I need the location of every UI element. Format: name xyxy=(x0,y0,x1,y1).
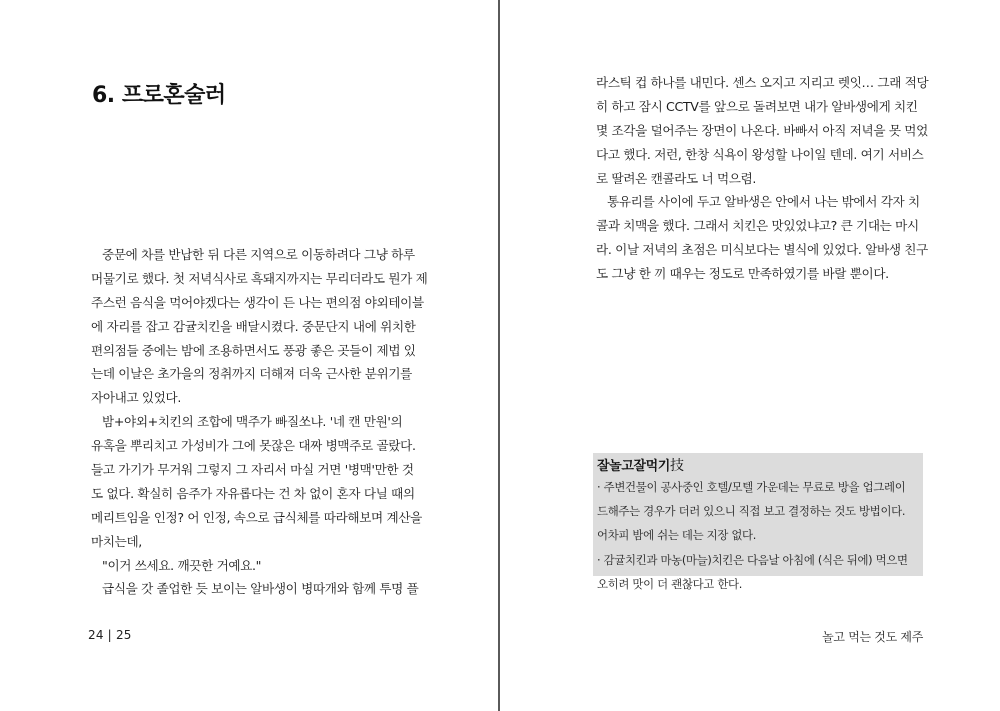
text-line: 유혹을 뿌리치고 가성비가 그에 못잖은 대짜 병맥주로 골랐다. xyxy=(91,438,416,454)
tip-title-text: 잘놀고잘먹기 xyxy=(597,459,670,474)
tip-box-body xyxy=(597,475,908,596)
text-line: 로 딸려온 캔콜라도 너 먹으렴. xyxy=(596,170,757,186)
text-line: 도 그냥 한 끼 때우는 정도로 만족하였기를 바랄 뿐이다. xyxy=(596,266,889,282)
text-line: 다고 했다. 저런, 한창 식욕이 왕성할 나이일 텐데. 여기 서비스 xyxy=(596,146,924,162)
text-line: 메리트임을 인정? 어 인정, 속으로 급식체를 따라해보며 계산을 xyxy=(91,509,422,525)
tip-line: · 주변건물이 공사중인 호텔/모텔 가운데는 무료로 방을 업그레이 xyxy=(597,480,906,494)
text-line: 히 하고 잠시 CCTV를 앞으로 돌려보면 내가 알바생에게 치킨 xyxy=(596,98,918,114)
tip-box-title xyxy=(597,455,684,475)
text-line: 몇 조각을 덜어주는 장면이 나온다. 바빠서 아직 저녁을 못 먹었 xyxy=(596,122,928,138)
text-line: 자아내고 있었다. xyxy=(91,390,182,406)
text-line: 편의점들 중에는 밤에 조용하면서도 풍광 좋은 곳들이 제법 있 xyxy=(91,342,416,358)
text-line: 머물기로 했다. 첫 저녁식사로 흑돼지까지는 무리더라도 뭔가 제 xyxy=(91,270,428,286)
text-line: 밤+야외+치킨의 조합에 맥주가 빠질쏘냐. '네 캔 만원'의 xyxy=(102,414,403,430)
text-line: 도 없다. 확실히 음주가 자유롭다는 건 차 없이 혼자 다닐 때의 xyxy=(91,485,415,501)
left-body-text xyxy=(91,243,428,601)
page-number: 24 | 25 xyxy=(88,628,132,642)
tip-title-hanja: 技 xyxy=(669,458,684,474)
chapter-title: 6. 프로혼술러 xyxy=(92,83,226,108)
left-page xyxy=(0,0,498,711)
text-line: 콜과 치맥을 했다. 그래서 치킨은 맛있었냐고? 큰 기대는 마시 xyxy=(596,218,919,234)
running-footer-title: 놀고 먹는 것도 제주 xyxy=(822,630,923,644)
text-line: 는데 이날은 초가을의 정취까지 더해져 더욱 근사한 분위기를 xyxy=(91,366,412,382)
text-line: 급식을 갓 졸업한 듯 보이는 알바생이 병따개와 함께 투명 플 xyxy=(102,581,419,597)
text-line: 중문에 차를 반납한 뒤 다른 지역으로 이동하려다 그냥 하루 xyxy=(102,247,415,262)
text-line: 라스틱 컵 하나를 내민다. 센스 오지고 지리고 렛잇… 그래 적당 xyxy=(596,75,929,90)
tip-box xyxy=(593,453,923,591)
text-line: 주스런 음식을 먹어야겠다는 생각이 든 나는 편의점 야외테이블 xyxy=(91,294,424,310)
tip-line: 오히려 맛이 더 괜찮다고 한다. xyxy=(597,576,743,591)
text-line: "이거 쓰세요. 깨끗한 거예요." xyxy=(102,557,262,573)
text-line: 마치는데, xyxy=(91,533,142,549)
text-line: 들고 가기가 무거워 그렇지 그 자리서 마실 거면 '병맥'만한 것 xyxy=(91,462,414,478)
text-line: 라. 이날 저녁의 초점은 미식보다는 별식에 있었다. 알바생 친구 xyxy=(596,242,928,258)
tip-line: 어차피 밤에 쉬는 데는 지장 없다. xyxy=(597,528,757,543)
text-line: 통유리를 사이에 두고 알바생은 안에서 나는 밖에서 각자 치 xyxy=(607,194,920,210)
right-body-text xyxy=(596,71,929,286)
text-line: 에 자리를 잡고 감귤치킨을 배달시켰다. 중문단지 내에 위치한 xyxy=(91,318,416,334)
tip-line: · 감귤치킨과 마농(마늘)치킨은 다음날 아침에 (식은 뒤에) 먹으면 xyxy=(597,552,908,567)
tip-line: 드해주는 경우가 더러 있으니 직접 보고 결정하는 것도 방법이다. xyxy=(597,504,906,519)
